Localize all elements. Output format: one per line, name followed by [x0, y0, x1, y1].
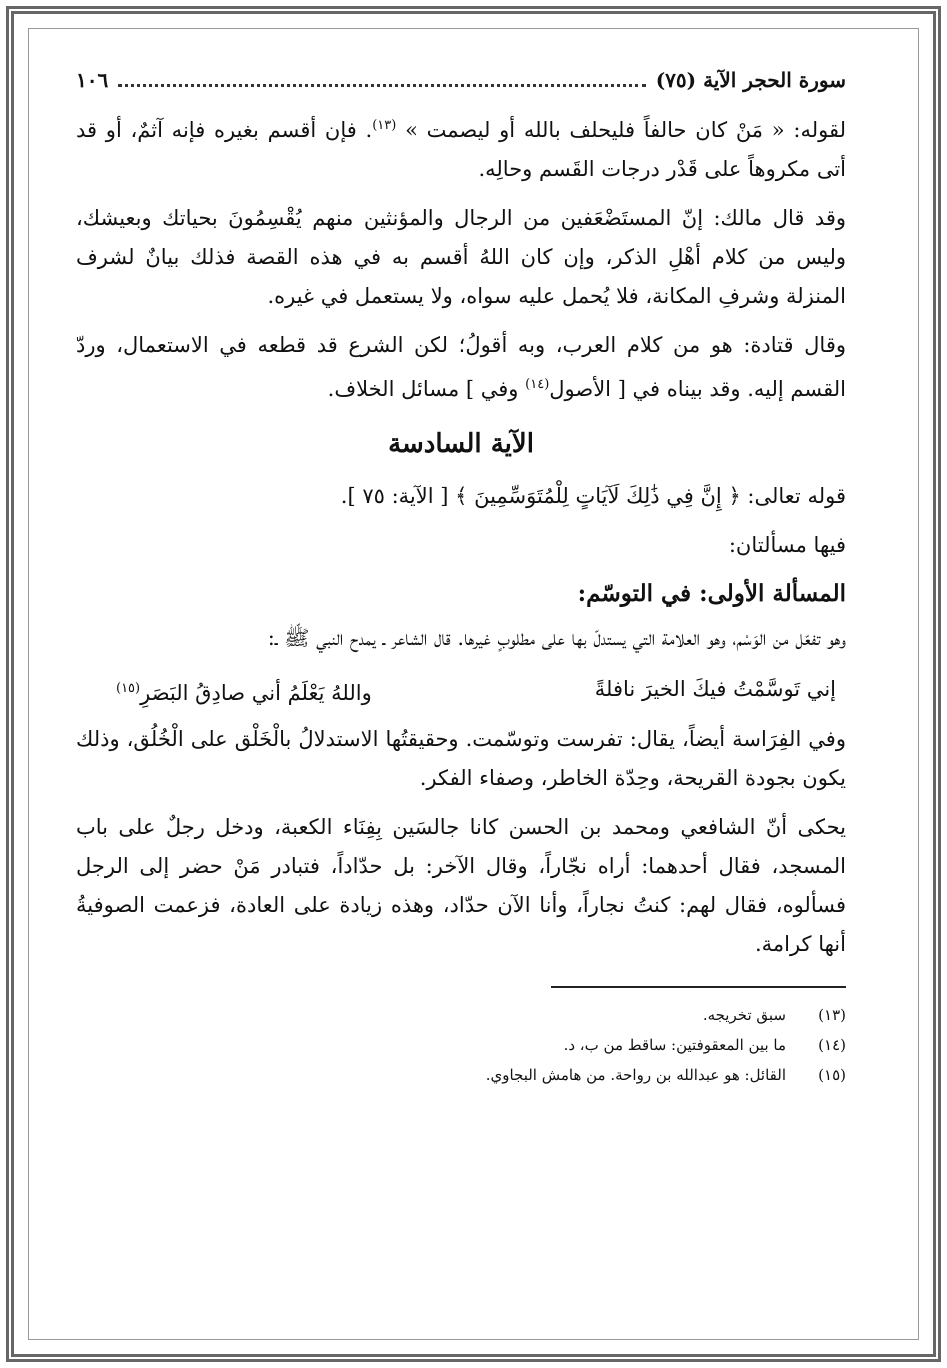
footnote-15	[76, 1060, 846, 1090]
paragraph-1-rest: . فإن أقسم بغيره فإنه آثمٌ، أو قد أتى مكروهاً على قَدْر درجات القَسم وحالِه.	[76, 118, 846, 181]
paragraph-3-text: وقال قتادة: هو من كلام العرب، وبه أقولُ؛ لكن الشرع قد قطعه في الاستعمال، وردّ القسم إليه. وقد بيناه في [ الأصول	[76, 333, 846, 401]
running-header	[76, 60, 846, 100]
verse-hemistich-1: إني تَوسَّمْتُ فيكَ الخيرَ نافلةً	[594, 677, 836, 701]
verse-hemistich-2: واللهُ يَعْلَمُ أني صادِقُ البَصَرِ	[140, 681, 372, 705]
footnote-number: (١٥)	[818, 1066, 846, 1084]
footnote-text: سبق تخريجه.	[702, 1006, 786, 1024]
issue-1-heading: المسألة الأولى: في التوسّم:	[577, 580, 846, 607]
footnote-ref-15[interactable]: (١٥)	[116, 681, 141, 696]
paragraph-7: وفي الفِرَاسة أيضاً، يقال: تفرست وتوسّمت. وحقيقتُها الاستدلالُ بالْخَلْق على الْخُلُق، وذلك يكون بجودة القريحة، وحِدّة الخاطر، وصفاء الفكر.	[76, 727, 846, 790]
footnote-number: (١٣)	[818, 1006, 846, 1024]
paragraph-3	[76, 326, 846, 409]
paragraph-1-text: لقوله: « مَنْ كان حالفاً فليحلف بالله أو ليصمت »	[405, 118, 846, 142]
footnote-14	[76, 1030, 846, 1060]
two-issues-line: فيها مسألتان:	[728, 533, 846, 557]
running-title: سورة الحجر الآية (٧٥)	[655, 68, 846, 92]
book-page	[76, 60, 846, 1320]
page-number: ١٠٦	[76, 68, 109, 92]
verse-hemistich-2-wrap	[116, 668, 372, 714]
footnote-ref-14[interactable]: (١٤)	[525, 377, 550, 392]
footnote-ref-13[interactable]: (١٣)	[372, 118, 397, 133]
section-title: الآية السادسة	[388, 429, 534, 459]
header-leader-dots	[118, 62, 645, 87]
footnote-number: (١٤)	[818, 1036, 846, 1054]
poetry-verse	[76, 668, 846, 714]
footnote-text: ما بين المعقوفتين: ساقط من ب، د.	[563, 1036, 786, 1054]
paragraph-6: وهو تفعّل من الوَسْم، وهو العلامة التي يستدلّ بها على مطلوبٍ غيرها. قال الشاعر ـ يمدح النبي ﷺ ـ:	[267, 626, 846, 650]
paragraph-2: وقد قال مالك: إنّ المستَضْعَفين من الرجال والمؤنثين منهم يُقْسِمُونَ بحياتك وبعيشك، وليس من كلام أهْلِ الذكر، وإن كان اللهُ أقسم به في هذه القصة فذلك بيانٌ لشرف المنزلة وشرفِ المكانة، فلا يُحمل عليه سواه، ولا يستعمل في غيره.	[76, 206, 846, 308]
footnote-text: القائل: هو عبدالله بن رواحة. من هامش البجاوي.	[485, 1066, 786, 1084]
paragraph-1	[76, 106, 846, 189]
paragraph-8: يحكى أنّ الشافعي ومحمد بن الحسن كانا جالسَين بِفِنَاء الكعبة، ودخل رجلٌ على باب المسجد، فقال أحدهما: أراه نجّاراً، وقال الآخر: بل حدّاداً، فتبادر مَنْ حضر إلى الرجل فسألوه، فقال لهم: كنتُ نجاراً، وأنا الآن حدّاد، وهذه زيادة على العادة، فزعمت الصوفيةُ أنها كرامة.	[76, 815, 846, 956]
paragraph-3-rest: وفي ] مسائل الخلاف.	[327, 377, 519, 401]
verse-quote: قوله تعالى: ﴿ إِنَّ فِي ذَٰلِكَ لَآيَاتٍ لِلْمُتَوَسِّمِينَ ﴾ [ الآية: ٧٥ ].	[340, 484, 846, 508]
footnote-13	[76, 1000, 846, 1030]
footnote-separator	[551, 986, 846, 988]
